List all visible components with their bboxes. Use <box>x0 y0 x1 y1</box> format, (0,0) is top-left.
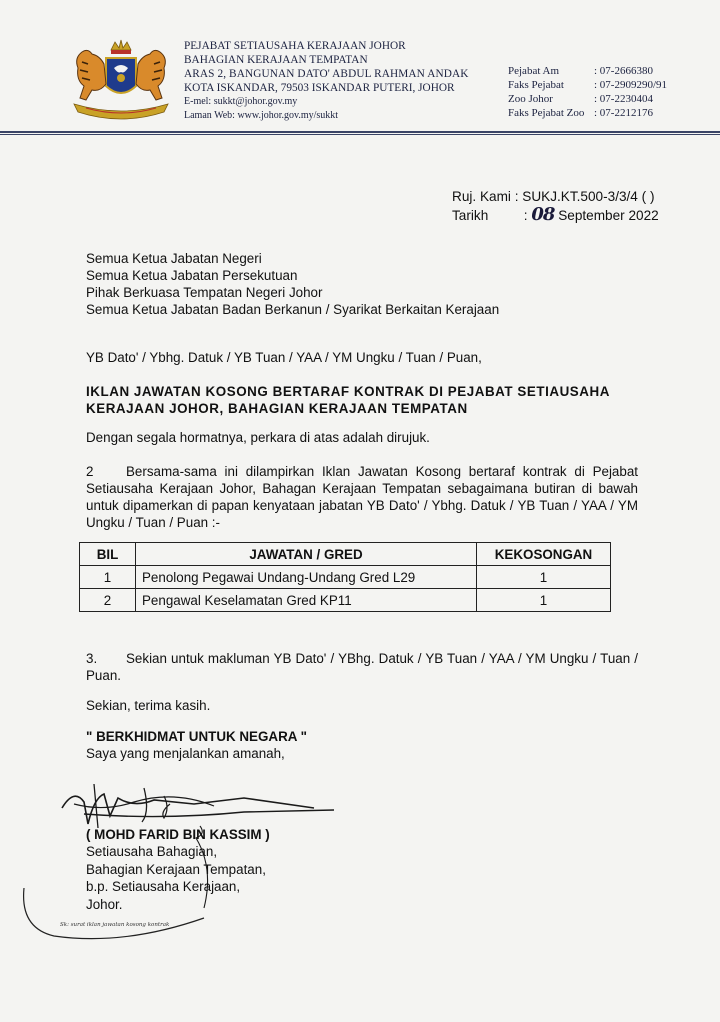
closing: Sekian, terima kasih. <box>86 698 211 713</box>
table-row <box>80 589 611 612</box>
tarikh-label: Tarikh <box>452 208 489 223</box>
table-row <box>80 566 611 589</box>
recipient-line: Semua Ketua Jabatan Persekutuan <box>86 268 298 283</box>
ruj-label: Ruj. Kami <box>452 189 511 204</box>
header-jawatan: JAWATAN / GRED <box>136 543 477 566</box>
letterhead-line: BAHAGIAN KERAJAAN TEMPATAN <box>184 54 368 66</box>
cell-bil: 2 <box>80 589 136 612</box>
motto: " BERKHIDMAT UNTUK NEGARA " <box>86 729 307 744</box>
tarikh-row <box>452 206 659 224</box>
header-divider-thin <box>0 134 720 135</box>
ruj-value: : SUKJ.KT.500-3/3/4 ( ) <box>514 189 655 204</box>
reference-block <box>452 188 659 224</box>
signatory-block <box>86 826 270 913</box>
amanah-line: Saya yang menjalankan amanah, <box>86 746 285 761</box>
subject <box>86 383 636 417</box>
signatory-title: Setiausaha Bahagian, <box>86 844 218 860</box>
salutation: YB Dato' / Ybhg. Datuk / YB Tuan / YAA / YM Ungku / Tuan / Puan, <box>86 350 482 365</box>
recipients <box>86 250 499 318</box>
contact-row: Pejabat Am : 07-2666380 <box>508 65 653 77</box>
header-divider <box>0 131 720 133</box>
subject-line: KERAJAAN JOHOR, BAHAGIAN KERAJAAN TEMPATAN <box>86 401 468 416</box>
letterhead-line: ARAS 2, BANGUNAN DATO' ABDUL RAHMAN ANDAK <box>184 68 469 80</box>
signatory-title: Bahagian Kerajaan Tempatan, <box>86 861 266 877</box>
paragraph-3-text: Sekian untuk makluman YB Dato' / YBhg. Datuk / YB Tuan / YAA / YM Ungku / Tuan / Puan. <box>86 651 638 683</box>
state-crest <box>66 38 176 120</box>
header-bil: BIL <box>80 543 136 566</box>
contact-row: Zoo Johor : 07-2230404 <box>508 93 653 105</box>
letterhead-line: PEJABAT SETIAUSAHA KERAJAAN JOHOR <box>184 40 406 52</box>
signatory-name: ( MOHD FARID BIN KASSIM ) <box>86 827 270 842</box>
cell-jawatan: Penolong Pegawai Undang-Undang Gred L29 <box>136 566 477 589</box>
cell-kekosongan: 1 <box>477 589 611 612</box>
tarikh-day-handwritten: 08 <box>531 204 555 225</box>
table-header-row <box>80 543 611 566</box>
cell-jawatan: Pengawal Keselamatan Gred KP11 <box>136 589 477 612</box>
letterhead-email: E-mel: sukkt@johor.gov.my <box>184 96 298 107</box>
paragraph-1: Dengan segala hormatnya, perkara di atas adalah dirujuk. <box>86 430 430 445</box>
johor-crest-icon <box>66 38 176 120</box>
contact-row: Faks Pejabat Zoo : 07-2212176 <box>508 107 653 119</box>
recipient-line: Pihak Berkuasa Tempatan Negeri Johor <box>86 285 323 300</box>
footnote: Sk: surat iklan jawatan kosong kontrak <box>60 922 170 928</box>
contact-table <box>508 64 667 120</box>
recipient-line: Semua Ketua Jabatan Negeri <box>86 251 262 266</box>
cell-kekosongan: 1 <box>477 566 611 589</box>
vacancy-table <box>79 542 611 612</box>
signatory-title: b.p. Setiausaha Kerajaan, <box>86 879 241 895</box>
signatory-title: Johor. <box>86 896 123 912</box>
ruj-row <box>452 188 659 205</box>
letterhead-website: Laman Web: www.johor.gov.my/sukkt <box>184 110 339 121</box>
tarikh-colon: : <box>523 208 528 223</box>
letterhead-address <box>184 39 469 123</box>
paragraph-2-text: Bersama-sama ini dilampirkan Iklan Jawatan Kosong bertaraf kontrak di Pejabat Setiausaha Kerajaan Johor, Bahagan Kerajaan Tempatan sebagaimana butiran di bawah untuk dipamerkan di papan kenyataan jabatan YB Dato' / Ybhg. Datuk / YB Tuan / YAA / YM Ungku / Tuan / Puan :- <box>86 464 638 530</box>
cell-bil: 1 <box>80 566 136 589</box>
paragraph-2-number: 2 <box>86 464 94 479</box>
paragraph-3 <box>86 650 638 684</box>
recipient-line: Semua Ketua Jabatan Badan Berkanun / Syarikat Berkaitan Kerajaan <box>86 302 500 317</box>
header-kekosongan: KEKOSONGAN <box>477 543 611 566</box>
paragraph-3-number: 3. <box>86 651 98 666</box>
tarikh-value: September 2022 <box>558 208 659 223</box>
contact-row: Faks Pejabat : 07-2909290/91 <box>508 79 668 91</box>
letterhead-line: KOTA ISKANDAR, 79503 ISKANDAR PUTERI, JOHOR <box>184 82 455 94</box>
subject-line: IKLAN JAWATAN KOSONG BERTARAF KONTRAK DI PEJABAT SETIAUSAHA <box>86 384 610 399</box>
paragraph-2 <box>86 463 638 531</box>
